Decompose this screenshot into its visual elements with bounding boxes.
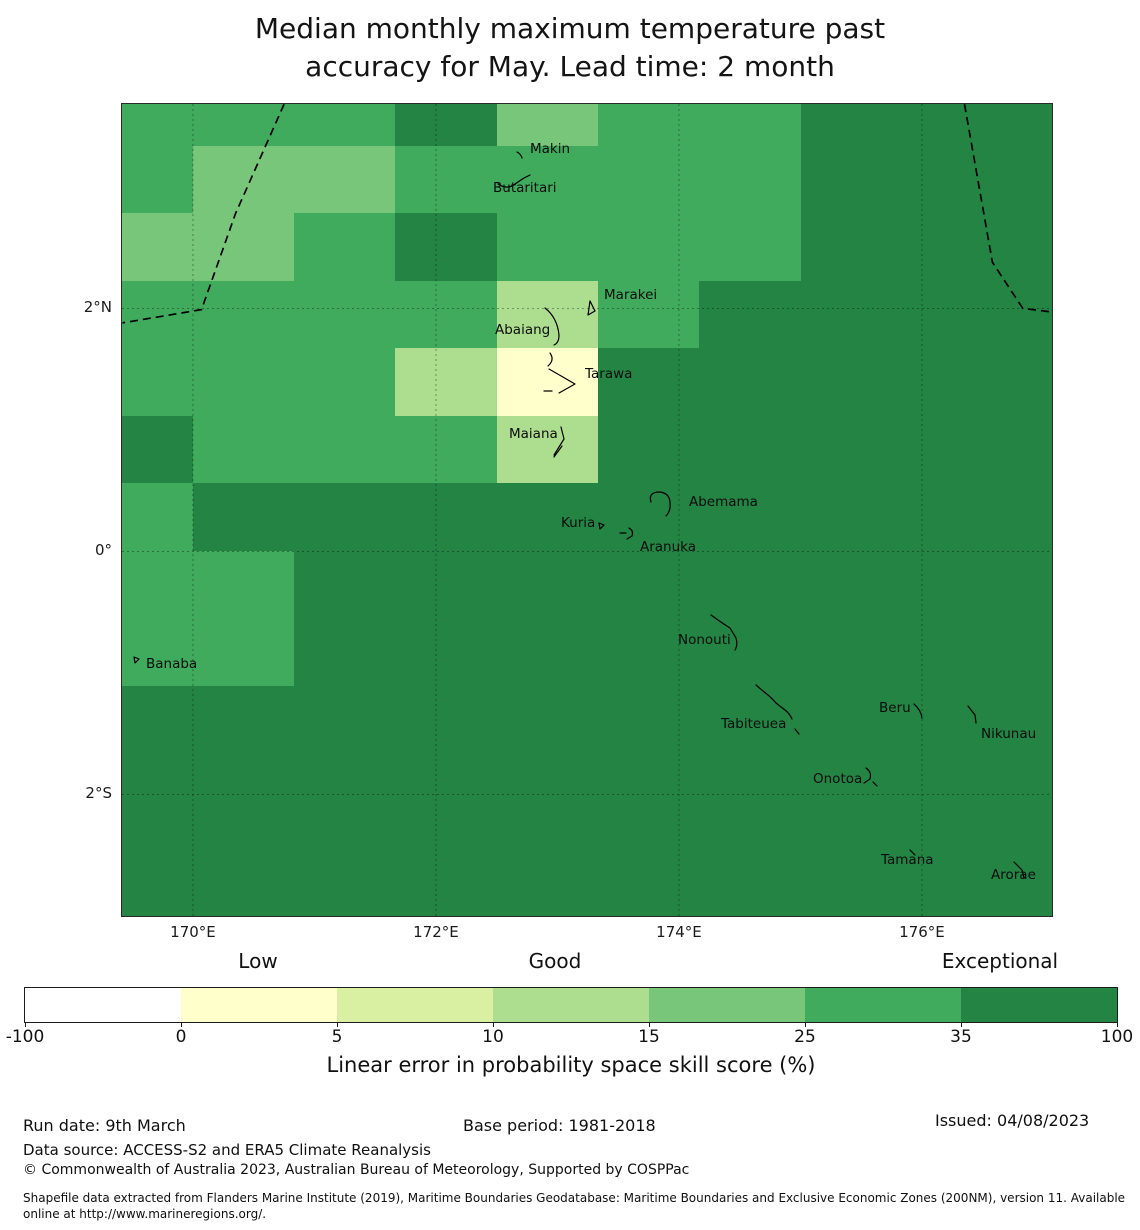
x-tick-label: 174°E [656, 923, 702, 941]
shapefile-text-line2: online at http://www.marineregions.org/. [23, 1207, 267, 1221]
colorbar-tick-label: -100 [5, 1027, 45, 1047]
chart-title-line2: accuracy for May. Lead time: 2 month [305, 50, 835, 83]
island-label: Beru [879, 700, 911, 716]
colorbar-tick-label: 10 [482, 1027, 504, 1047]
colorbar-bin [649, 988, 805, 1022]
skill-category-label: Good [528, 949, 582, 973]
map-overlay [122, 104, 1052, 916]
map-panel [122, 104, 1052, 916]
island-label: Tabiteuea [721, 716, 787, 732]
colorbar-tick-label: 35 [950, 1027, 972, 1047]
y-tick-label: 0° [94, 541, 112, 559]
y-tick-label: 2°N [83, 298, 112, 316]
island-outline [599, 523, 604, 529]
island-outline [517, 152, 522, 158]
x-tick-label: 170°E [170, 923, 216, 941]
colorbar [25, 988, 1117, 1022]
island-label: Tarawa [585, 366, 633, 382]
chart-title [0, 10, 1140, 86]
island-outline [544, 353, 575, 393]
island-label: Nikunau [981, 726, 1037, 742]
x-tick-label: 172°E [413, 923, 459, 941]
colorbar-bin [805, 988, 961, 1022]
island-outline [968, 706, 976, 723]
colorbar-tick-label: 25 [794, 1027, 816, 1047]
island-label: Nonouti [678, 632, 731, 648]
colorbar-bin [181, 988, 337, 1022]
colorbar-tick-label: 15 [638, 1027, 660, 1047]
issued-text: Issued: 04/08/2023 [935, 1111, 1090, 1130]
island-label: Marakei [604, 287, 658, 303]
island-label: Maiana [509, 426, 558, 442]
island-label: Onotoa [813, 771, 863, 787]
colorbar-bin [337, 988, 493, 1022]
skill-category-label: Exceptional [941, 949, 1059, 973]
island-label: Abemama [689, 494, 758, 510]
chart-title-line1: Median monthly maximum temperature past [254, 12, 886, 45]
island-outline [620, 528, 633, 539]
island-label: Abaiang [495, 322, 551, 338]
colorbar-bin [25, 988, 181, 1022]
shapefile-text-line1: Shapefile data extracted from Flanders Marine Institute (2019), Maritime Boundaries Geodatabase: Maritime Boundaries and Exclusive Economic Zones (200NM), version 11. Available [23, 1191, 1126, 1205]
eez-boundary-line [965, 104, 1053, 312]
island-outline [864, 768, 877, 786]
eez-boundary-line [123, 104, 285, 323]
copyright-text: © Commonwealth of Australia 2023, Australian Bureau of Meteorology, Supported by COSPPac [23, 1162, 690, 1178]
colorbar-tick-label: 5 [331, 1027, 343, 1047]
colorbar-tick-label: 0 [175, 1027, 187, 1047]
island-label: Makin [530, 141, 571, 157]
island-outline [914, 704, 922, 718]
skill-category-label: Low [238, 949, 278, 973]
colorbar-bin [961, 988, 1117, 1022]
run-date-text: Run date: 9th March [23, 1116, 186, 1135]
x-tick-label: 176°E [899, 923, 945, 941]
island-label: Arorae [991, 867, 1036, 883]
island-label: Banaba [146, 656, 198, 672]
y-tick-label: 2°S [85, 784, 112, 802]
island-label: Aranuka [640, 539, 697, 555]
colorbar-label: Linear error in probability space skill score (%) [326, 1053, 816, 1077]
island-label: Tamana [881, 852, 934, 868]
island-outline [134, 657, 139, 663]
colorbar-tick-label: 100 [1100, 1027, 1134, 1047]
data-source-text: Data source: ACCESS-S2 and ERA5 Climate Reanalysis [23, 1141, 431, 1159]
island-label: Kuria [561, 515, 596, 531]
colorbar-bin [493, 988, 649, 1022]
base-period-text: Base period: 1981-2018 [463, 1116, 656, 1135]
island-outline [588, 301, 595, 315]
island-outline [650, 492, 670, 516]
island-label: Butaritari [493, 180, 557, 196]
